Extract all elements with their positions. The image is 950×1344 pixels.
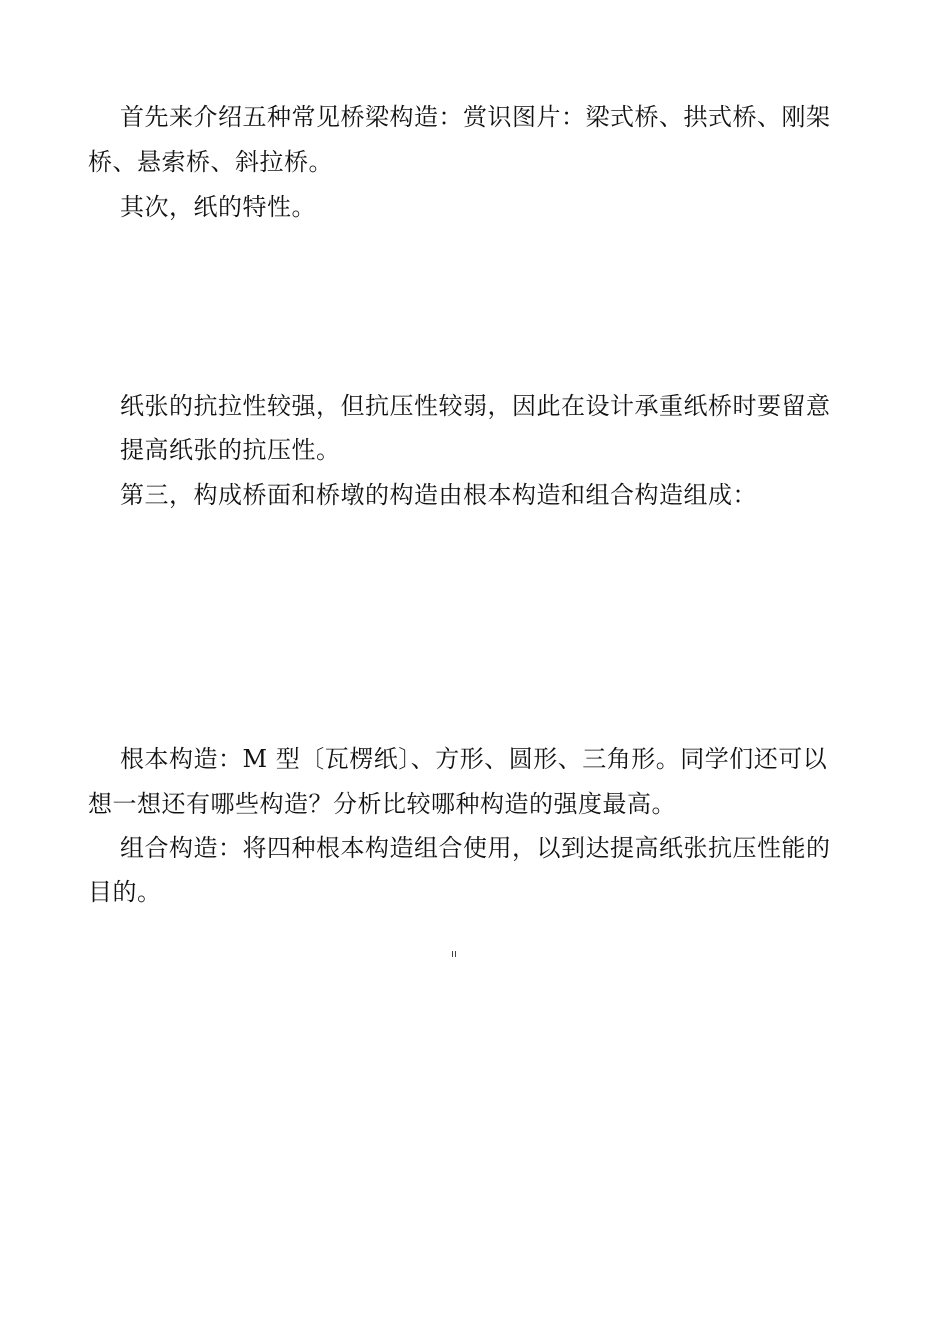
paragraph-combined-structures-line-1: 组合构造：将四种根本构造组合使用，以到达提高纸张抗压性能的 xyxy=(120,834,831,862)
paragraph-combined-structures-line-2: 目的。 xyxy=(88,878,162,906)
paragraph-tension-compression-line-1: 纸张的抗拉性较强，但抗压性较弱，因此在设计承重纸桥时要留意 xyxy=(120,392,831,420)
paragraph-basic-structures-line-1: 根本构造：M 型〔瓦楞纸〕、方形、圆形、三角形。同学们还可以 xyxy=(120,745,828,773)
paragraph-basic-structures-line-2: 想一想还有哪些构造？分析比较哪种构造的强度最高。 xyxy=(88,790,676,818)
paragraph-tension-compression-line-2: 提高纸张的抗压性。 xyxy=(120,436,341,464)
paragraph-bridge-types-line-2: 桥、悬索桥、斜拉桥。 xyxy=(88,148,333,176)
paragraph-bridge-types-line-1: 首先来介绍五种常见桥梁构造：赏识图片：梁式桥、拱式桥、刚架 xyxy=(120,103,831,131)
page-mark xyxy=(452,951,456,957)
paragraph-structure-composition: 第三，构成桥面和桥墩的构造由根本构造和组合构造组成： xyxy=(120,481,757,509)
paragraph-paper-properties: 其次，纸的特性。 xyxy=(120,193,316,221)
